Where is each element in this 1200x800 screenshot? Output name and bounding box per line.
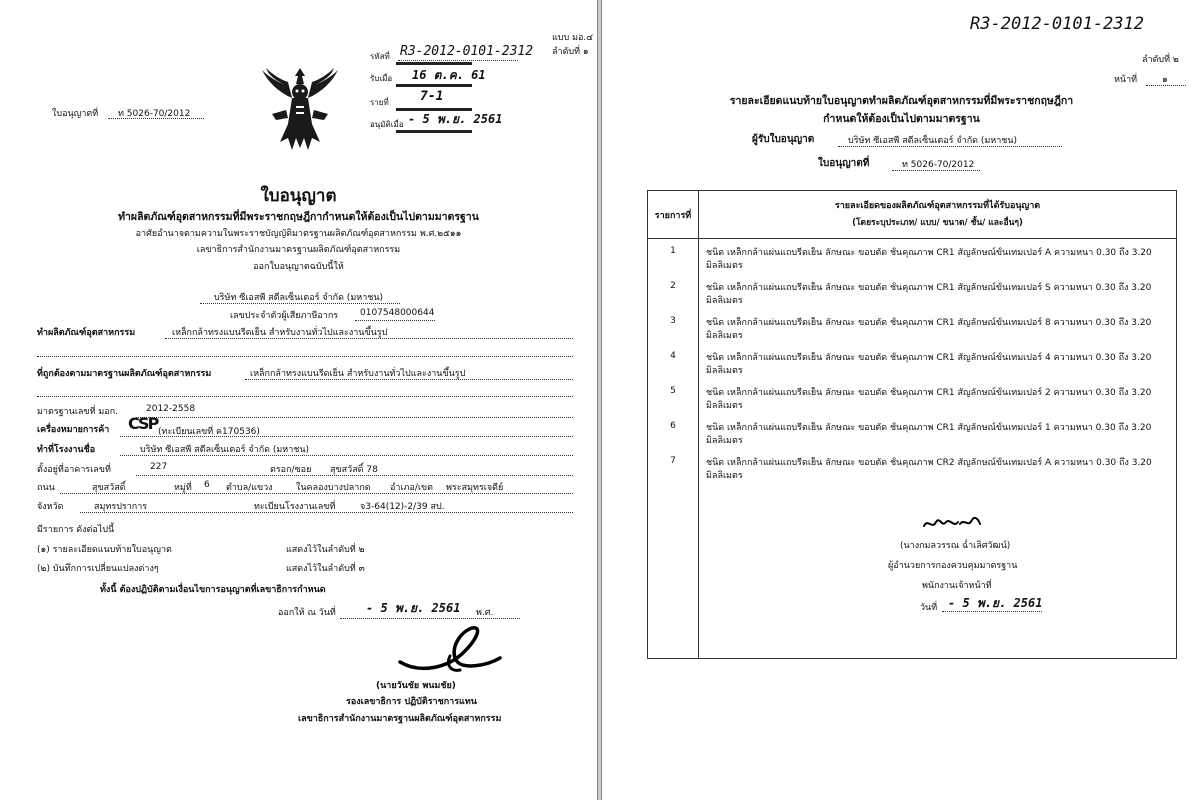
page-title-2: กำหนดให้ต้องเป็นไปตามมาตรฐาน	[823, 113, 980, 125]
license-label: ใบอนุญาตที่	[818, 158, 870, 169]
signer-position-1: รองเลขาธิการ ปฏิบัติราชการแทน	[346, 697, 477, 707]
garuda-emblem-icon	[258, 62, 342, 154]
holder-name: บริษัท ซีเอสพี สตีลเซ็นเตอร์ จำกัด (มหาชน)	[848, 136, 1018, 146]
road-label: ถนน	[37, 483, 55, 493]
product-value: เหล็กกล้าทรงแบนรีดเย็น สำหรับงานทั่วไปและงานขึ้นรูป	[172, 328, 388, 338]
item-description: ชนิด เหล็กกล้าแผ่นแถบรีดเย็น ลักษณะ ขอบตัด ชั้นคุณภาพ CR1 สัญลักษณ์ขั้นเทมเปอร์ 4 ความหนา 0.30 ถึง 3.20 มิลลิเมตร	[706, 353, 1152, 376]
company-name: บริษัท ซีเอสพี สตีลเซ็นเตอร์ จำกัด (มหาชน)	[213, 293, 384, 303]
tambon: ในคลองบางปลากด	[296, 483, 371, 493]
signer-name: (นางกมลวรรณ ฉ่ำเลิศวัฒน์)	[900, 541, 1011, 551]
trademark-registration: (ทะเบียนเลขที่ ค170536)	[158, 427, 260, 437]
item-number: 3	[670, 316, 676, 326]
date-label: วันที่	[920, 603, 938, 613]
signature-image	[390, 618, 510, 678]
product-label: ทำผลิตภัณฑ์อุตสาหกรรม	[37, 328, 136, 338]
tambon-label: ตำบล/แขวง	[226, 483, 273, 493]
column-header-description-line1: รายละเอียดของผลิตภัณฑ์อุตสาหกรรมที่ได้รับอนุญาต	[834, 200, 1041, 211]
taxid: 0107548000644	[360, 308, 435, 318]
page-title: ใบอนุญาต	[260, 186, 337, 206]
stamp-approved-label: อนุมัติเมื่อ	[370, 120, 404, 129]
soi: สุขสวัสดิ์ 78	[330, 465, 378, 475]
page-subtitle: ทำผลิตภัณฑ์อุตสาหกรรมที่มีพระราชกฤษฎีกากำหนดให้ต้องเป็นไปตามมาตรฐาน	[118, 211, 479, 223]
soi-label: ตรอก/ซอย	[270, 465, 312, 475]
amphoe-label: อำเภอ/เขต	[390, 483, 433, 493]
factory-reg-label: ทะเบียนโรงงานเลขที่	[254, 502, 336, 512]
factory-name: บริษัท ซีเอสพี สตีลเซ็นเตอร์ จำกัด (มหาชน)	[140, 445, 310, 455]
signed-date: - 5 พ.ย. 2561	[948, 596, 1043, 610]
item-number: 7	[670, 456, 676, 466]
signature-image	[920, 510, 984, 534]
table-body	[648, 239, 1177, 659]
order-number: ลำดับที่ ๒	[1142, 55, 1179, 65]
license-number: ท 5026-70/2012	[902, 160, 975, 170]
page-number-label: หน้าที่	[1114, 75, 1138, 85]
attachment-1: (๑) รายละเอียดแนบท้ายใบอนุญาต	[37, 545, 172, 555]
license-number: ท 5026-70/2012	[118, 109, 191, 119]
license-number-label: ใบอนุญาตที่	[52, 109, 99, 119]
item-description: ชนิด เหล็กกล้าแผ่นแถบรีดเย็น ลักษณะ ขอบตัด ชั้นคุณภาพ CR1 สัญลักษณ์ขั้นเทมเปอร์ S ความหนา 0.30 ถึง 3.20 มิลลิเมตร	[706, 283, 1152, 306]
item-number: 4	[670, 351, 676, 361]
holder-label: ผู้รับใบอนุญาต	[752, 134, 815, 145]
page-number: ๑	[1162, 75, 1168, 85]
handwritten-ref: R3-2012-0101-2312	[970, 14, 1144, 34]
signer-position-2: เลขาธิการสำนักงานมาตรฐานผลิตภัณฑ์อุตสาหกรรม	[298, 714, 502, 724]
address-number-label: ตั้งอยู่ที่อาคารเลขที่	[37, 465, 111, 475]
stamp-approved-value: - 5 พ.ย. 2561	[408, 112, 503, 126]
condition-line: ทั้งนี้ ต้องปฏิบัติตามเงื่อนไขการอนุญาตที่เลขาธิการกำหนด	[100, 585, 326, 595]
signer-name: (นายวันชัย พนมชัย)	[376, 681, 456, 691]
item-number: 5	[670, 386, 676, 396]
item-description: ชนิด เหล็กกล้าแผ่นแถบรีดเย็น ลักษณะ ขอบตัด ชั้นคุณภาพ CR1 สัญลักษณ์ขั้นเทมเปอร์ 2 ความหนา 0.30 ถึง 3.20 มิลลิเมตร	[706, 388, 1152, 411]
authority-line: อาศัยอำนาจตามความในพระราชบัญญัติมาตรฐานผลิตภัณฑ์อุตสาหกรรม พ.ศ.๒๕๑๑	[135, 229, 462, 239]
moo-label: หมู่ที่	[174, 483, 192, 493]
column-header-description-line2: (โดยระบุประเภท/ แบบ/ ขนาด/ ชั้น/ และอื่นๆ)	[852, 217, 1023, 228]
signer-position-1: ผู้อำนวยการกองควบคุมมาตรฐาน	[888, 561, 1018, 571]
address-number: 227	[150, 462, 168, 472]
secretary-line: เลขาธิการสำนักงานมาตรฐานผลิตภัณฑ์อุตสาหกรรม	[196, 245, 401, 255]
standard-label: ที่ถูกต้องตามมาตรฐานผลิตภัณฑ์อุตสาหกรรม	[37, 369, 212, 379]
tis-number: 2012-2558	[146, 404, 196, 414]
column-header-item-no: รายการที่	[648, 191, 699, 239]
item-description: ชนิด เหล็กกล้าแผ่นแถบรีดเย็น ลักษณะ ขอบตัด ชั้นคุณภาพ CR1 สัญลักษณ์ขั้นเทมเปอร์ 8 ความหนา 0.30 ถึง 3.20 มิลลิเมตร	[706, 318, 1152, 341]
standard-product: เหล็กกล้าทรงแบนรีดเย็น สำหรับงานทั่วไปและงานขึ้นรูป	[250, 369, 466, 379]
amphoe: พระสมุทรเจดีย์	[446, 483, 504, 493]
road: สุขสวัสดิ์	[92, 483, 126, 493]
trademark-label: เครื่องหมายการค้า	[37, 425, 110, 435]
attachment-1-location: แสดงไว้ในลำดับที่ ๒	[286, 545, 365, 555]
license-page	[0, 0, 598, 800]
order-number: ลำดับที่ ๑	[552, 47, 589, 57]
stamp-ref-label: รหัสที่	[370, 52, 390, 61]
issued-date: - 5 พ.ย. 2561	[366, 601, 461, 615]
licensed-products-table	[647, 190, 1177, 659]
issued-label: ออกให้ ณ วันที่	[278, 608, 336, 618]
item-number: 6	[670, 421, 676, 431]
stamp-group-label: รายที่	[370, 98, 389, 107]
attachments-heading: มีรายการ ดังต่อไปนี้	[37, 525, 115, 535]
item-description: ชนิด เหล็กกล้าแผ่นแถบรีดเย็น ลักษณะ ขอบตัด ชั้นคุณภาพ CR1 สัญลักษณ์ขั้นเทมเปอร์ A ความหนา 0.30 ถึง 3.20 มิลลิเมตร	[706, 248, 1152, 271]
trademark-logo: CSP	[128, 414, 158, 433]
item-description: ชนิด เหล็กกล้าแผ่นแถบรีดเย็น ลักษณะ ขอบตัด ชั้นคุณภาพ CR1 สัญลักษณ์ขั้นเทมเปอร์ 1 ความหนา 0.30 ถึง 3.20 มิลลิเมตร	[706, 423, 1152, 446]
attachment-2-location: แสดงไว้ในลำดับที่ ๓	[286, 564, 365, 574]
stamp-received-value: 16 ต.ค. 61	[412, 68, 486, 82]
stamp-received-label: รับเมื่อ	[370, 74, 393, 83]
taxid-label: เลขประจำตัวผู้เสียภาษีอากร	[230, 311, 339, 321]
stamp-ref-value: R3-2012-0101-2312	[400, 44, 534, 59]
item-description: ชนิด เหล็กกล้าแผ่นแถบรีดเย็น ลักษณะ ขอบตัด ชั้นคุณภาพ CR2 สัญลักษณ์ขั้นเทมเปอร์ A ความหนา 0.30 ถึง 3.20 มิลลิเมตร	[706, 458, 1152, 481]
attachment-2: (๒) บันทึกการเปลี่ยนแปลงต่างๆ	[37, 564, 159, 574]
signer-position-2: พนักงานเจ้าหน้าที่	[922, 581, 992, 591]
issue-line: ออกใบอนุญาตฉบับนี้ให้	[253, 262, 344, 272]
page-title-1: รายละเอียดแนบท้ายใบอนุญาตทำผลิตภัณฑ์อุตสาหกรรมที่มีพระราชกฤษฎีกา	[729, 95, 1074, 107]
province: สมุทรปราการ	[94, 502, 148, 512]
form-code: แบบ มอ.๔	[552, 33, 594, 43]
province-label: จังหวัด	[37, 502, 64, 512]
factory-reg: จ3-64(12)-2/39 สป.	[360, 502, 445, 512]
moo: 6	[204, 480, 210, 490]
factory-label: ทำที่โรงงานชื่อ	[37, 445, 96, 455]
column-header-description	[699, 191, 1177, 239]
item-number: 1	[670, 246, 676, 256]
license-attachment-page	[601, 0, 1200, 800]
stamp-group-value: 7-1	[420, 89, 444, 104]
item-number-column	[648, 239, 699, 659]
era-label: พ.ศ.	[476, 608, 494, 618]
item-number: 2	[670, 281, 676, 291]
item-description-column	[699, 239, 1177, 659]
tis-label: มาตรฐานเลขที่ มอก.	[37, 407, 119, 417]
